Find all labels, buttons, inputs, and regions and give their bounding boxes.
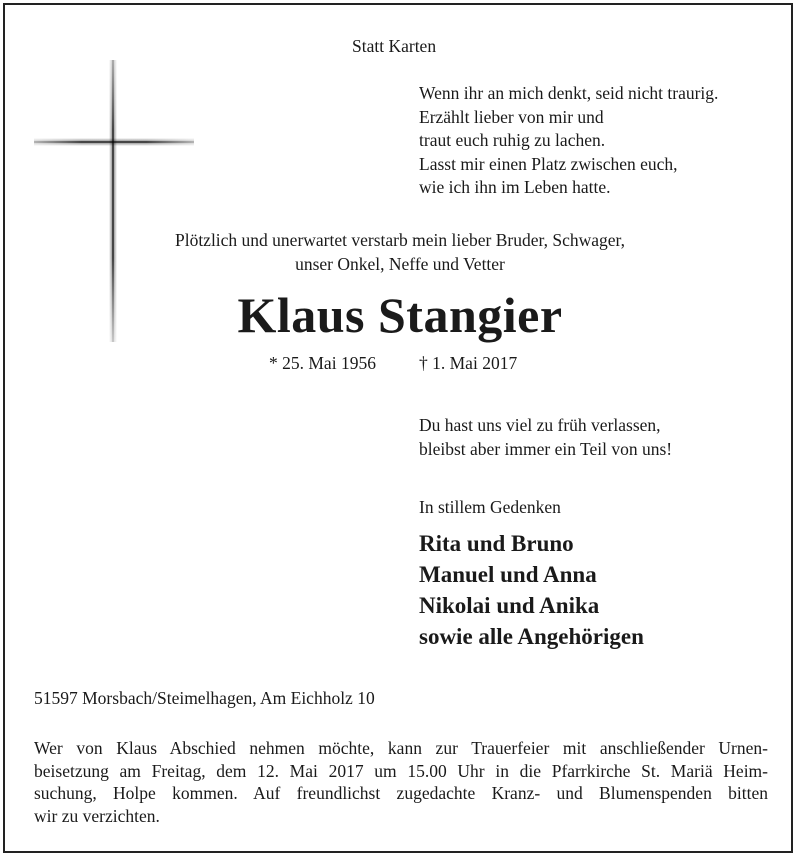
birth-date: * 25. Mai 1956 — [269, 353, 376, 373]
mourner-name: Nikolai und Anika — [419, 593, 600, 618]
mourner-name: sowie alle Angehörigen — [419, 624, 644, 649]
quote-line-1: Du hast uns viel zu früh verlassen, — [419, 415, 661, 435]
quote — [419, 414, 672, 461]
poem-line: Lasst mir einen Platz zwischen euch, — [419, 153, 678, 174]
ceremony-line: Wer von Klaus Abschied nehmen möchte, kann zur Trauerfeier mit anschließender Urnen- — [34, 738, 768, 758]
poem-line: Erzählt lieber von mir und — [419, 106, 604, 127]
poem-line: wie ich ihn im Leben hatte. — [419, 177, 611, 197]
death-date: † 1. Mai 2017 — [419, 353, 518, 373]
poem-line: traut euch ruhig zu lachen. — [419, 130, 606, 150]
ceremony-text — [34, 737, 768, 827]
mourner-name: Rita und Bruno — [419, 531, 574, 556]
poem-line: Wenn ihr an mich denkt, seid nicht traurig. — [419, 83, 719, 103]
ceremony-line: suchung, Holpe kommen. Auf freundlichst zugedachte Kranz- und Blumenspenden bitten — [34, 783, 768, 803]
deceased-name: Klaus Stangier — [237, 287, 563, 343]
mourner-name: Manuel und Anna — [419, 562, 597, 587]
poem — [419, 82, 718, 200]
mourners-heading: In stillem Gedenken — [419, 497, 561, 517]
ceremony-line: wir zu verzichten. — [34, 805, 160, 826]
intro-line-2: unser Onkel, Neffe und Vetter — [295, 253, 505, 274]
address: 51597 Morsbach/Steimelhagen, Am Eichholz 10 — [34, 688, 375, 708]
ceremony-line: beisetzung am Freitag, dem 12. Mai 2017 um 15.00 Uhr in die Pfarrkirche St. Mariä Heim- — [34, 760, 768, 781]
statt-karten-label: Statt Karten — [352, 36, 437, 56]
quote-line-2: bleibst aber immer ein Teil von uns! — [419, 438, 673, 459]
mourners-list — [419, 528, 644, 652]
intro-line-1: Plötzlich und unerwartet verstarb mein lieber Bruder, Schwager, — [174, 230, 626, 250]
intro-text — [100, 229, 700, 276]
